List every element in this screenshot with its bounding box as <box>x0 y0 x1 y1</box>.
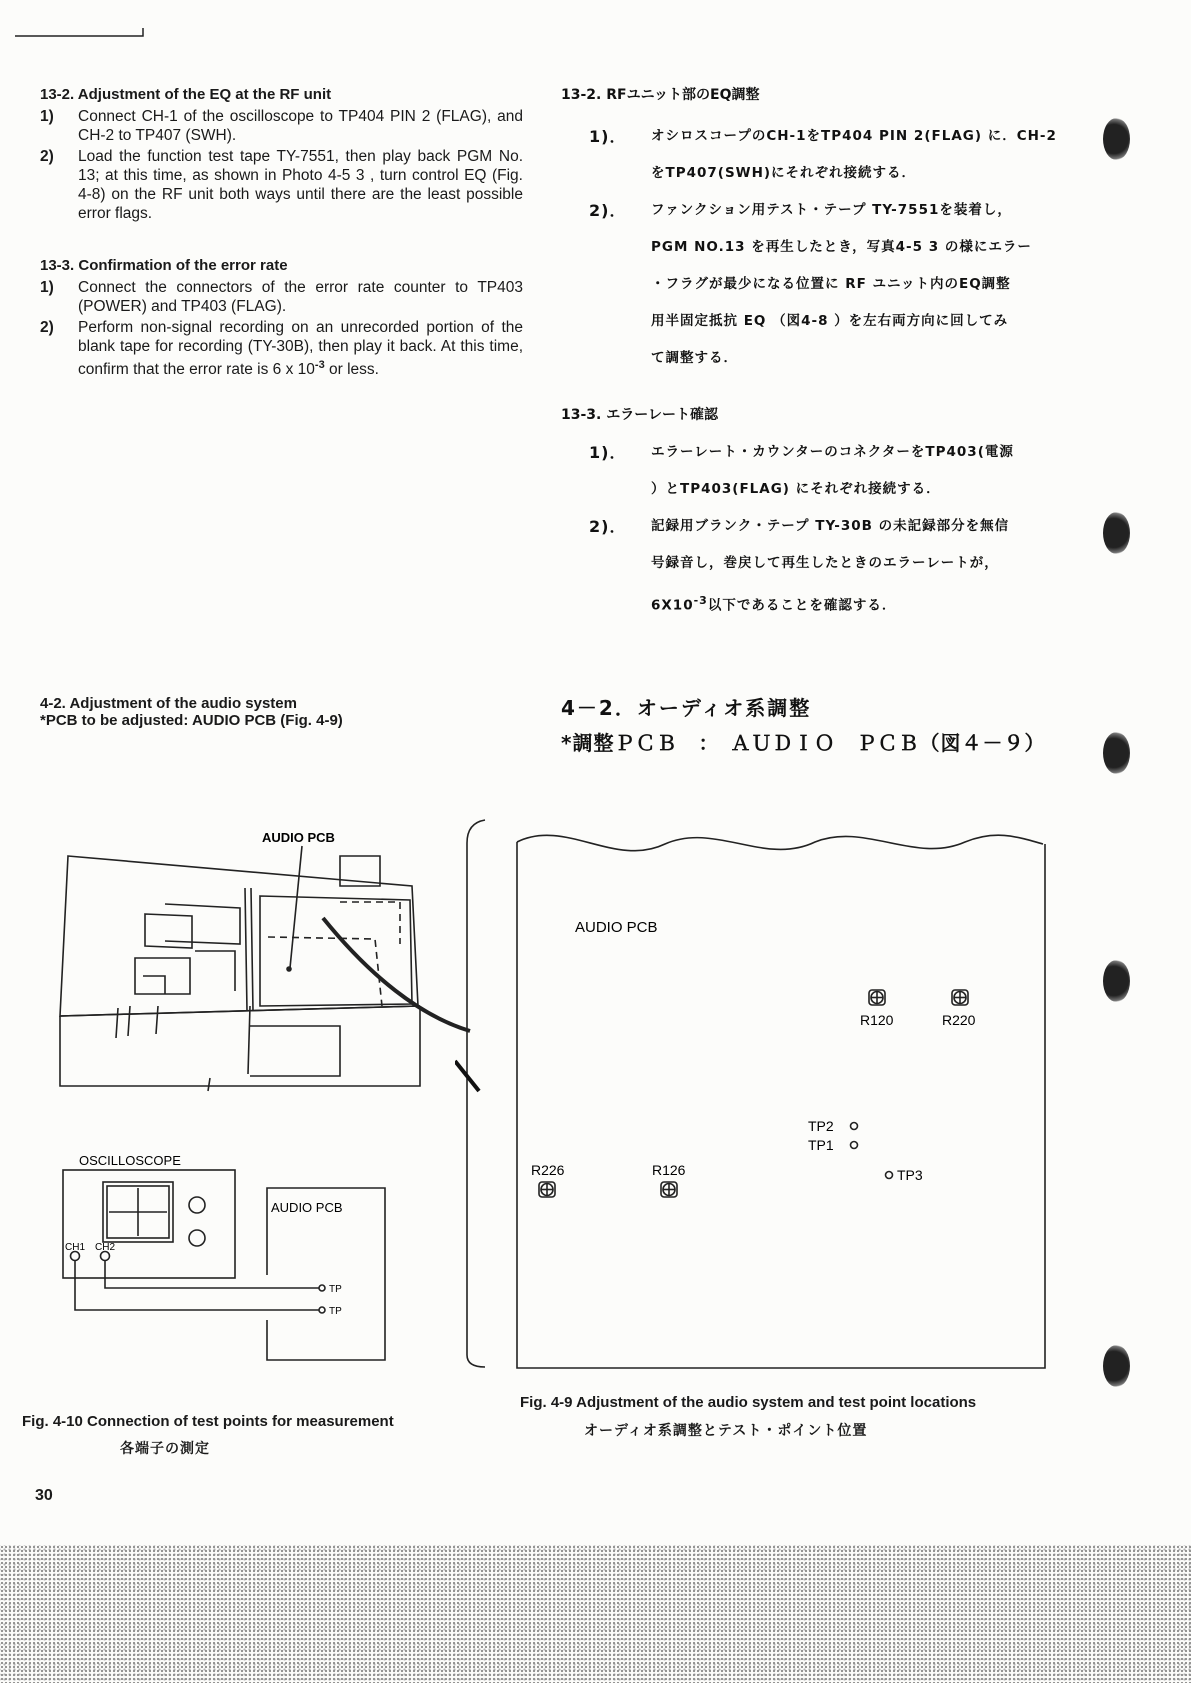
scan-noise-band <box>0 1545 1191 1683</box>
binder-hole-icon <box>1103 1345 1130 1387</box>
ch2-label: CH2 <box>95 1242 116 1253</box>
item-line-part: 以下であることを確認する． <box>707 597 897 614</box>
en-section-4-2 <box>40 695 480 729</box>
binder-hole-icon <box>1103 512 1130 554</box>
fig-4-10-caption: Fig. 4-10 Connection of test points for measurement <box>22 1413 394 1430</box>
list-item <box>40 107 523 145</box>
jp-section-4-2 <box>561 692 1081 756</box>
tp-label-1: TP <box>329 1284 342 1295</box>
section-title: 13-3. Confirmation of the error rate <box>40 257 288 274</box>
item-number: 1) <box>40 279 54 296</box>
step-list <box>561 118 1071 377</box>
oscilloscope-connection-diagram <box>45 1150 390 1390</box>
item-number: 2)． <box>589 517 627 536</box>
item-line: 記録用ブランク・テープ TY-30B の未記録部分を無信 <box>651 518 1010 534</box>
en-section-13-3 <box>40 257 523 381</box>
chassis-illustration <box>40 826 500 1111</box>
list-item <box>589 508 1071 625</box>
audio-pcb-box-label: AUDIO PCB <box>271 1200 343 1215</box>
item-line: PGM NO.13 を再生したとき，写真4-5 3 の様にエラー <box>651 239 1032 255</box>
oscilloscope-label: OSCILLOSCOPE <box>79 1153 181 1168</box>
pot-r126-icon <box>661 1182 677 1197</box>
fig-4-9-caption: Fig. 4-9 Adjustment of the audio system and test point locations <box>520 1394 977 1411</box>
board-label: AUDIO PCB <box>575 919 658 936</box>
item-number: 2)． <box>589 201 627 220</box>
page-number: 30 <box>35 1487 53 1504</box>
exponent: -3 <box>693 594 708 607</box>
item-number: 1) <box>40 108 54 125</box>
fig-4-10-caption-jp: 各端子の測定 <box>120 1441 210 1457</box>
list-item <box>589 118 1071 192</box>
step-list <box>561 434 1071 625</box>
tp2-point-icon <box>851 1123 858 1130</box>
item-line: オシロスコープのCH-1をTP404 PIN 2(FLAG) に．CH-2 <box>651 128 1057 144</box>
item-line: 用半固定抵抗 EQ （図4-8 ）を左右両方向に回してみ <box>651 313 1009 329</box>
list-item <box>40 278 523 316</box>
pot-r226-icon <box>539 1182 555 1197</box>
fig-4-9-caption-jp: オーディオ系調整とテスト・ポイント位置 <box>584 1423 868 1439</box>
item-text: Connect the connectors of the error rate counter to TP403 (POWER) and TP403 (FLAG). <box>78 279 523 315</box>
tp1-point-icon <box>851 1142 858 1149</box>
item-number: 1)． <box>589 443 627 462</box>
item-text: Perform non-signal recording on an unrecorded portion of the blank tape for recording (TY-30B), then play it back. At this time, confirm that the error rate is 6 x 10 <box>78 319 523 379</box>
item-text: Connect CH-1 of the oscilloscope to TP404 PIN 2 (FLAG), and CH-2 to TP407 (SWH). <box>78 108 523 144</box>
item-text: Load the function test tape TY-7551, then play back PGM No. 13; at this time, as shown in Photo 4-5 3 , turn control EQ (Fig. 4-8) on the RF unit both ways until there are the least possible error flags. <box>78 148 523 222</box>
r226-label: R226 <box>531 1162 565 1178</box>
section-title: 13-2. Adjustment of the EQ at the RF unit <box>40 86 332 103</box>
step-list <box>40 278 523 379</box>
item-line <box>651 582 1071 625</box>
list-item <box>40 147 523 223</box>
item-number: 1)． <box>589 127 627 146</box>
item-line: をTP407(SWH)にそれぞれ接続する． <box>651 165 917 181</box>
jp-section-13-2 <box>561 84 1071 377</box>
section-title: 13-2. RFユニット部のEQ調整 <box>561 87 760 103</box>
item-line: エラーレート・カウンターのコネクターをTP403(電源 <box>651 444 1014 460</box>
section-title: 13-3. エラーレート確認 <box>561 407 718 423</box>
item-text-tail: or less. <box>324 361 379 379</box>
tp3-label: TP3 <box>897 1167 923 1183</box>
list-item <box>589 192 1071 377</box>
r126-label: R126 <box>652 1162 686 1178</box>
en-section-13-2 <box>40 86 523 225</box>
tp1-label: TP1 <box>808 1137 834 1153</box>
binder-hole-icon <box>1103 960 1130 1002</box>
chassis-label: AUDIO PCB <box>262 830 335 845</box>
binder-hole-icon <box>1103 732 1130 774</box>
list-item <box>40 318 523 379</box>
figure-bracket <box>455 815 495 1375</box>
exponent: -3 <box>314 359 325 371</box>
section-title: 4－2．オーディオ系調整 <box>561 696 812 720</box>
binder-hole-icon <box>1103 118 1130 160</box>
list-item <box>589 434 1071 508</box>
item-line: ）とTP403(FLAG) にそれぞれ接続する． <box>651 481 941 497</box>
item-line: て調整する． <box>651 350 738 366</box>
item-line: ・フラグが最少になる位置に RF ユニット内のEQ調整 <box>651 276 1011 292</box>
item-line: 号録音し，巻戻して再生したときのエラーレートが， <box>651 555 999 571</box>
section-subtitle: *PCB to be adjusted: AUDIO PCB (Fig. 4-9) <box>40 712 343 729</box>
item-line-part: 6X10 <box>651 597 694 614</box>
item-number: 2) <box>40 319 54 336</box>
jp-section-13-3 <box>561 404 1071 625</box>
pot-r120-icon <box>869 990 885 1005</box>
item-line: ファンクション用テスト・テープ TY-7551を装着し， <box>651 202 1012 218</box>
tp2-label: TP2 <box>808 1118 834 1134</box>
ch1-label: CH1 <box>65 1242 86 1253</box>
r220-label: R220 <box>942 1012 976 1028</box>
section-subtitle: *調整ＰＣＢ ： ＡＵＤＩＯ ＰＣＢ（図４－９） <box>561 731 1046 755</box>
section-title: 4-2. Adjustment of the audio system <box>40 695 297 712</box>
crop-mark <box>0 22 150 42</box>
item-number: 2) <box>40 148 54 165</box>
step-list <box>40 107 523 223</box>
pot-r220-icon <box>952 990 968 1005</box>
audio-pcb-board-diagram <box>505 820 1055 1380</box>
tp3-point-icon <box>886 1172 893 1179</box>
r120-label: R120 <box>860 1012 894 1028</box>
tp-label-2: TP <box>329 1306 342 1317</box>
